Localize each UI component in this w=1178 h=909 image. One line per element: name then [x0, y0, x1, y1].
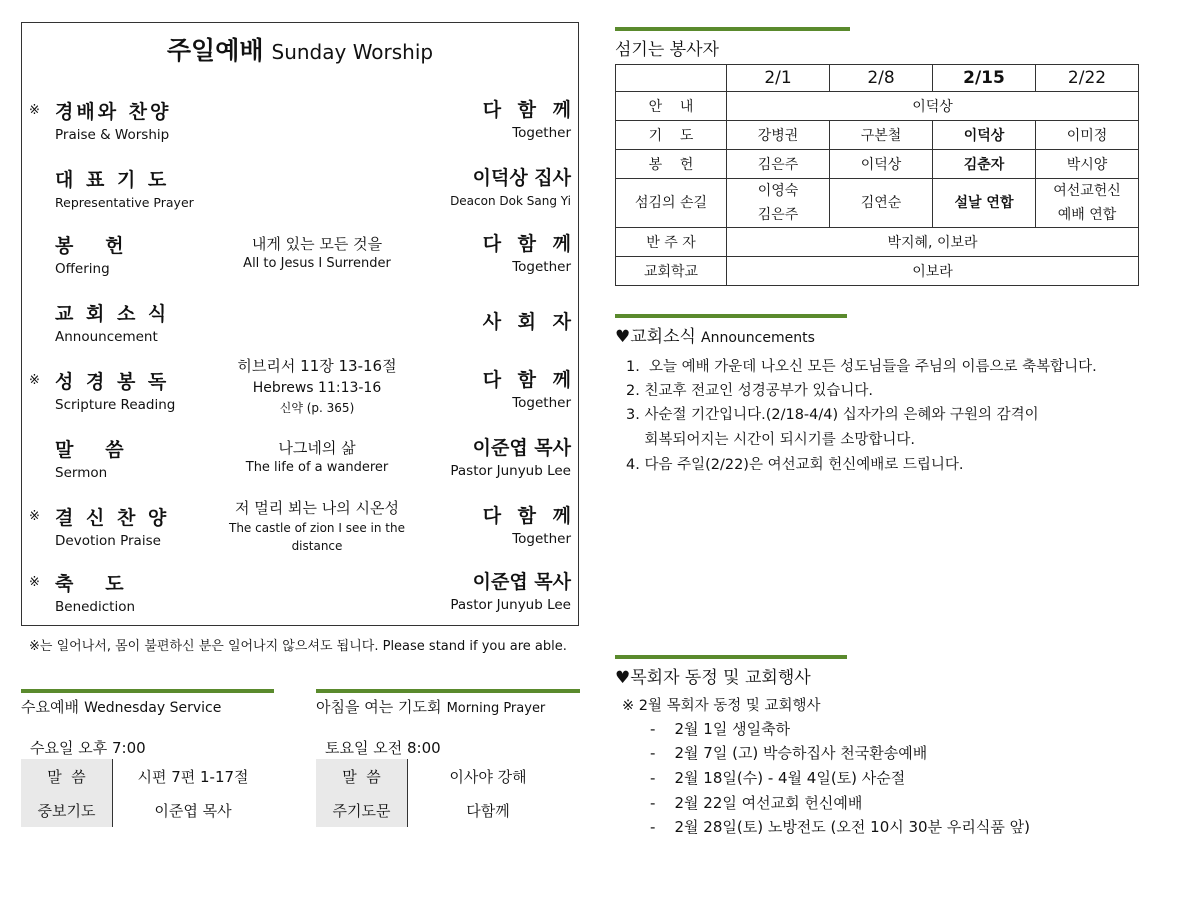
item-leader-ko: 이준엽 목사 — [472, 437, 571, 459]
cell-line: 김은주 — [757, 207, 799, 223]
item-title-en: Representative Prayer — [55, 195, 194, 210]
item-title-ko: 성 경 봉 독 — [55, 371, 170, 393]
row-label: 섬김의 손길 — [616, 179, 727, 228]
cell-line: 여선교헌신 — [1053, 183, 1121, 199]
item-leader-en: Together — [512, 395, 571, 411]
morning-title — [316, 696, 545, 717]
row-value: 이사야 강해 — [449, 767, 527, 786]
row-label: 말 씀 — [21, 759, 113, 793]
item-leader-ko: 다 함 께 — [482, 369, 576, 391]
announcements-title-ko: ♥교회소식 — [615, 327, 696, 347]
row-label: 중보기도 — [21, 793, 113, 827]
table-row — [616, 150, 1139, 179]
item-leader-en: Pastor Junyub Lee — [450, 463, 571, 479]
table-row — [616, 179, 1139, 228]
date-header: 2/15 — [933, 65, 1036, 92]
cell: 박지혜, 이보라 — [727, 228, 1139, 257]
worship-item — [22, 569, 578, 629]
item-title-ko: 경배와 찬양 — [55, 101, 172, 123]
item-detail-en: Hebrews 11:13-16 — [252, 380, 382, 396]
item-detail-ko: 히브리서 11장 13-16절 — [237, 357, 397, 375]
morning-title-ko: 아침을 여는 기도회 — [316, 698, 442, 716]
item-title-ko: 교 회 소 식 — [55, 303, 170, 325]
stand-mark: ※ — [29, 509, 40, 524]
cell: 김은주 — [727, 150, 830, 179]
item-detail-ko: 나그네의 삶 — [278, 439, 356, 457]
pastor-schedule-intro: ※ 2월 목회자 동정 및 교회행사 — [622, 698, 821, 714]
item-title-en: Praise & Worship — [55, 127, 170, 143]
table-row — [21, 759, 273, 793]
table-row — [21, 793, 273, 827]
row-label: 말 씀 — [316, 759, 408, 793]
list-item: - 2월 7일 (고) 박승하집사 천국환송예배 — [650, 744, 928, 762]
worship-item — [22, 97, 578, 157]
section-rule — [316, 689, 580, 693]
cell — [1036, 179, 1139, 228]
cell: 설날 연합 — [933, 179, 1036, 228]
wednesday-title-ko: 수요예배 — [21, 698, 79, 716]
item-detail-ko: 저 멀리 뵈는 나의 시온성 — [235, 499, 399, 517]
morning-title-en: Morning Prayer — [446, 701, 546, 716]
section-rule — [615, 655, 847, 659]
table-row — [616, 257, 1139, 286]
item-leader-ko: 다 함 께 — [482, 99, 576, 121]
list-item: 회복되어지는 시간이 되시기를 소망합니다. — [626, 432, 915, 448]
cell-line: 이영숙 — [757, 183, 799, 199]
announcements-title — [615, 322, 815, 347]
item-leader-en: Together — [512, 259, 571, 275]
item-detail-page: 신약 (p. 365) — [279, 401, 355, 415]
row-label: 봉 헌 — [616, 150, 727, 179]
row-label: 반 주 자 — [616, 228, 727, 257]
table-row — [616, 121, 1139, 150]
cell: 이미정 — [1036, 121, 1139, 150]
cell: 이덕상 — [933, 121, 1036, 150]
table-row — [316, 759, 568, 793]
date-header: 2/22 — [1036, 65, 1139, 92]
section-rule — [615, 314, 847, 318]
cell — [727, 179, 830, 228]
row-label: 교회학교 — [616, 257, 727, 286]
list-item: - 2월 18일(수) - 4월 4일(토) 사순절 — [650, 769, 906, 787]
item-detail-en: The life of a wanderer — [245, 460, 389, 475]
wednesday-title — [21, 696, 221, 717]
item-leader-ko: 사 회 자 — [482, 311, 576, 333]
worship-item — [22, 357, 578, 427]
morning-time: 토요일 오전 8:00 — [325, 739, 441, 757]
wednesday-table — [21, 759, 273, 827]
header-blank — [616, 65, 727, 92]
section-rule — [615, 27, 850, 31]
cell: 이덕상 — [727, 92, 1139, 121]
list-item: 2. 친교후 전교인 성경공부가 있습니다. — [626, 383, 873, 399]
table-row — [616, 228, 1139, 257]
stand-mark: ※ — [29, 373, 40, 388]
item-detail-ko: 내게 있는 모든 것을 — [251, 235, 383, 253]
item-title-ko: 축 도 — [55, 573, 127, 595]
cell: 박시양 — [1036, 150, 1139, 179]
item-title-en: Offering — [55, 261, 110, 277]
row-value: 다함께 — [466, 801, 510, 820]
item-leader-en: Deacon Dok Sang Yi — [450, 194, 571, 208]
wednesday-title-en: Wednesday Service — [84, 700, 222, 716]
list-item: 4. 다음 주일(2/22)은 여선교회 헌신예배로 드립니다. — [626, 457, 964, 473]
row-label: 안 내 — [616, 92, 727, 121]
wednesday-time: 수요일 오후 7:00 — [30, 739, 146, 757]
worship-title — [22, 31, 578, 67]
date-header: 2/1 — [727, 65, 830, 92]
stand-mark: ※ — [29, 575, 40, 590]
cell: 이보라 — [727, 257, 1139, 286]
list-item: 1. 오늘 예배 가운데 나오신 모든 성도님들을 주님의 이름으로 축복합니다. — [626, 359, 1097, 375]
stand-mark: ※ — [29, 103, 40, 118]
sunday-worship-box — [21, 22, 579, 626]
item-leader-ko: 다 함 께 — [482, 233, 576, 255]
section-rule — [21, 689, 274, 693]
item-title-ko: 말 씀 — [55, 439, 127, 461]
item-leader-en: Pastor Junyub Lee — [450, 597, 571, 613]
row-value: 이준엽 목사 — [154, 801, 232, 820]
item-title-ko: 결 신 찬 양 — [55, 507, 170, 529]
item-leader-en: Together — [512, 125, 571, 141]
servers-table — [615, 64, 1139, 286]
cell: 이덕상 — [830, 150, 933, 179]
list-item: 3. 사순절 기간입니다.(2/18-4/4) 십자가의 은혜와 구원의 감격이 — [626, 407, 1039, 423]
worship-title-en: Sunday Worship — [271, 40, 434, 64]
worship-item — [22, 435, 578, 495]
worship-title-ko: 주일예배 — [166, 36, 264, 65]
list-item: - 2월 22일 여선교회 헌신예배 — [650, 794, 863, 812]
table-row — [316, 793, 568, 827]
item-leader-ko: 이준엽 목사 — [472, 571, 571, 593]
cell: 김연순 — [830, 179, 933, 228]
worship-item — [22, 231, 578, 291]
item-leader-en: Together — [512, 531, 571, 547]
table-row — [616, 92, 1139, 121]
list-item: - 2월 1일 생일축하 — [650, 720, 791, 738]
row-value: 시편 7편 1-17절 — [137, 767, 249, 786]
worship-item — [22, 299, 578, 359]
item-leader-ko: 이덕상 집사 — [472, 167, 571, 189]
item-title-en: Scripture Reading — [55, 397, 176, 413]
item-title-ko: 봉 헌 — [55, 235, 127, 257]
date-header: 2/8 — [830, 65, 933, 92]
servers-title: 섬기는 봉사자 — [615, 40, 719, 60]
item-title-en: Sermon — [55, 465, 108, 481]
morning-table — [316, 759, 568, 827]
row-label: 주기도문 — [316, 793, 408, 827]
worship-item — [22, 499, 578, 563]
announcements-title-en: Announcements — [701, 330, 815, 346]
cell: 강병권 — [727, 121, 830, 150]
cell: 구본철 — [830, 121, 933, 150]
cell: 김춘자 — [933, 150, 1036, 179]
item-title-ko: 대 표 기 도 — [55, 169, 170, 191]
item-title-en: Devotion Praise — [55, 533, 161, 549]
item-title-en: Benediction — [55, 599, 136, 615]
table-row — [616, 65, 1139, 92]
row-label: 기 도 — [616, 121, 727, 150]
item-leader-ko: 다 함 께 — [482, 505, 576, 527]
list-item: - 2월 28일(토) 노방전도 (오전 10시 30분 우리식품 앞) — [650, 818, 1030, 836]
stand-note: ※는 일어나서, 몸이 불편하신 분은 일어나지 않으셔도 됩니다. Please stand if you are able. — [29, 639, 567, 654]
item-title-en: Announcement — [55, 329, 158, 345]
pastor-schedule-title: ♥목회자 동정 및 교회행사 — [615, 668, 811, 688]
item-detail-en-cont: distance — [291, 539, 343, 553]
worship-item — [22, 165, 578, 225]
item-detail-en: The castle of zion I see in the — [229, 521, 405, 535]
item-detail-en: All to Jesus I Surrender — [243, 256, 391, 271]
cell-line: 예배 연합 — [1057, 207, 1117, 223]
